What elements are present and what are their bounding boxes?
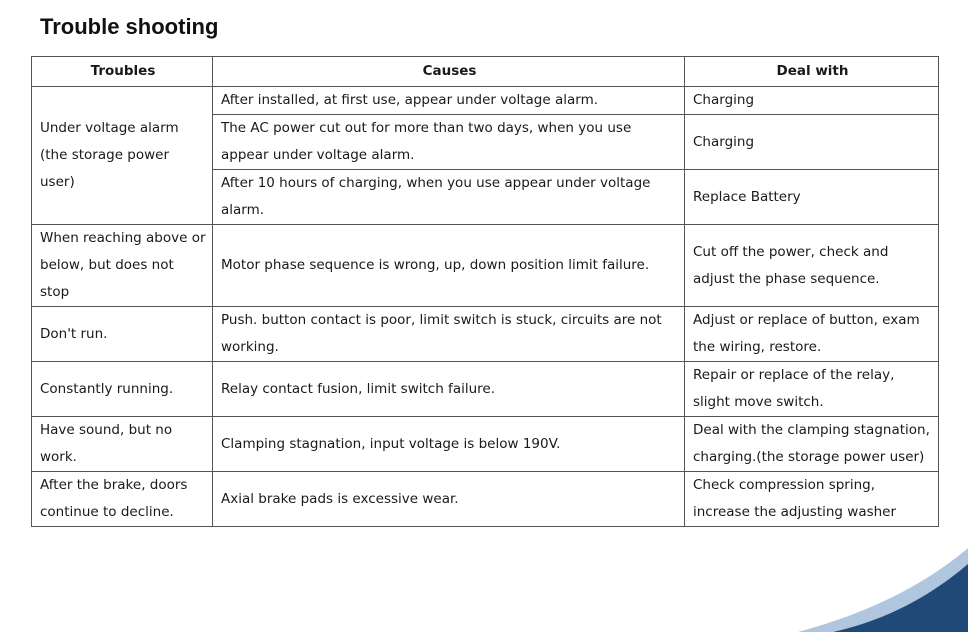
cause-cell: Relay contact fusion, limit switch failure. bbox=[213, 362, 685, 417]
header-causes: Causes bbox=[213, 57, 685, 87]
trouble-cell: When reaching above or below, but does not stop bbox=[32, 225, 213, 307]
deal-cell: Deal with the clamping stagnation, charging.(the storage power user) bbox=[685, 417, 939, 472]
table-header-row bbox=[32, 57, 939, 87]
deal-cell: Charging bbox=[685, 115, 939, 170]
cause-cell: Motor phase sequence is wrong, up, down position limit failure. bbox=[213, 225, 685, 307]
cause-cell: Axial brake pads is excessive wear. bbox=[213, 472, 685, 527]
deal-cell: Repair or replace of the relay, slight move switch. bbox=[685, 362, 939, 417]
header-troubles: Troubles bbox=[32, 57, 213, 87]
trouble-cell: Constantly running. bbox=[32, 362, 213, 417]
cause-cell: After 10 hours of charging, when you use appear under voltage alarm. bbox=[213, 170, 685, 225]
cause-cell: Push. button contact is poor, limit switch is stuck, circuits are not working. bbox=[213, 307, 685, 362]
header-deal-with: Deal with bbox=[685, 57, 939, 87]
deal-cell: Check compression spring, increase the adjusting washer bbox=[685, 472, 939, 527]
cause-cell: After installed, at first use, appear under voltage alarm. bbox=[213, 87, 685, 115]
table-row bbox=[32, 87, 939, 115]
corner-swoosh-decoration bbox=[778, 512, 968, 632]
trouble-cell: After the brake, doors continue to decline. bbox=[32, 472, 213, 527]
deal-cell: Replace Battery bbox=[685, 170, 939, 225]
cause-cell: The AC power cut out for more than two days, when you use appear under voltage alarm. bbox=[213, 115, 685, 170]
table-row bbox=[32, 417, 939, 472]
troubleshooting-table bbox=[31, 56, 939, 527]
trouble-cell: Under voltage alarm (the storage power user) bbox=[32, 87, 213, 225]
trouble-cell: Have sound, but no work. bbox=[32, 417, 213, 472]
deal-cell: Cut off the power, check and adjust the phase sequence. bbox=[685, 225, 939, 307]
table-row bbox=[32, 307, 939, 362]
deal-cell: Adjust or replace of button, exam the wiring, restore. bbox=[685, 307, 939, 362]
cause-cell: Clamping stagnation, input voltage is below 190V. bbox=[213, 417, 685, 472]
table-row bbox=[32, 225, 939, 307]
page-title: Trouble shooting bbox=[40, 14, 219, 39]
trouble-cell: Don't run. bbox=[32, 307, 213, 362]
table-row bbox=[32, 362, 939, 417]
deal-cell: Charging bbox=[685, 87, 939, 115]
